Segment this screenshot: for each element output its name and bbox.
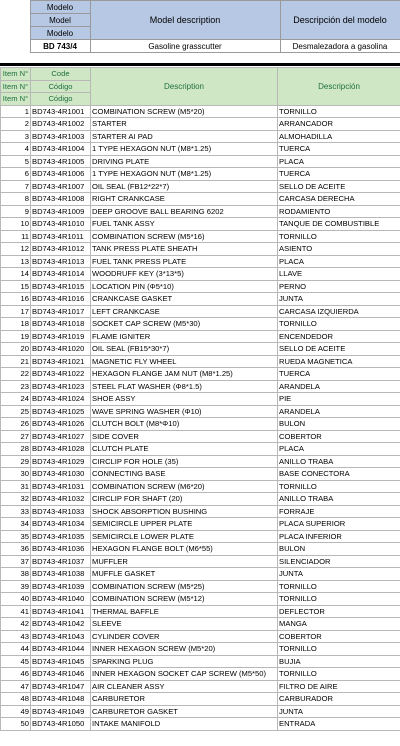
part-code: BD743-4R1025 — [31, 405, 91, 418]
part-code: BD743-4R1044 — [31, 643, 91, 656]
label-modelo-2: Modelo — [30, 27, 90, 40]
description-es: TUERCA — [278, 143, 400, 156]
item-number: 32 — [1, 493, 31, 506]
blank-cell — [0, 40, 30, 53]
part-code: BD743-4R1026 — [31, 418, 91, 431]
description-es: COBERTOR — [278, 630, 400, 643]
table-row — [1, 543, 400, 556]
item-number: 22 — [1, 368, 31, 381]
description-es: CARCASA IZQUIERDA — [278, 305, 400, 318]
table-row — [1, 268, 400, 281]
item-number: 31 — [1, 480, 31, 493]
description-es: ANILLO TRABA — [278, 493, 400, 506]
description-en: SLEEVE — [91, 618, 278, 631]
description-es: CARBURADOR — [278, 693, 400, 706]
part-code: BD743-4R1047 — [31, 680, 91, 693]
description-en: FUEL TANK ASSY — [91, 218, 278, 231]
item-number: 20 — [1, 343, 31, 356]
part-code: BD743-4R1023 — [31, 380, 91, 393]
blank-cell — [0, 27, 30, 40]
section-divider — [0, 63, 400, 66]
table-row — [1, 230, 400, 243]
parts-table — [0, 67, 400, 731]
item-number: 33 — [1, 505, 31, 518]
item-number-header-es-2: Item N° — [1, 93, 31, 106]
part-code: BD743-4R1035 — [31, 530, 91, 543]
item-number: 45 — [1, 655, 31, 668]
part-code: BD743-4R1045 — [31, 655, 91, 668]
part-code: BD743-4R1021 — [31, 355, 91, 368]
description-en: STEEL FLAT WASHER (Φ8*1.5) — [91, 380, 278, 393]
item-number-header-en: Item N° — [1, 68, 31, 81]
part-code: BD743-4R1041 — [31, 605, 91, 618]
table-row — [1, 493, 400, 506]
description-es: ASIENTO — [278, 243, 400, 256]
item-number: 38 — [1, 568, 31, 581]
description-es: TORNILLO — [278, 480, 400, 493]
table-row — [1, 718, 400, 731]
table-row — [1, 555, 400, 568]
table-row — [1, 330, 400, 343]
item-number: 15 — [1, 280, 31, 293]
description-es: SELLO DE ACEITE — [278, 343, 400, 356]
description-es: TORNILLO — [278, 643, 400, 656]
model-description-es-title: Descripción del modelo — [280, 1, 400, 40]
item-number: 16 — [1, 293, 31, 306]
description-es: SELLO DE ACEITE — [278, 180, 400, 193]
table-row — [1, 155, 400, 168]
item-number: 26 — [1, 418, 31, 431]
description-en: OIL SEAL (FB15*30*7) — [91, 343, 278, 356]
table-row — [1, 405, 400, 418]
table-row — [1, 180, 400, 193]
description-en: CARBURETOR GASKET — [91, 705, 278, 718]
item-number: 43 — [1, 630, 31, 643]
table-row — [1, 118, 400, 131]
description-es: PLACA — [278, 255, 400, 268]
table-row — [1, 618, 400, 631]
part-code: BD743-4R1040 — [31, 593, 91, 606]
item-number: 17 — [1, 305, 31, 318]
item-number: 19 — [1, 330, 31, 343]
blank-cell — [0, 14, 30, 27]
part-code: BD743-4R1036 — [31, 543, 91, 556]
item-number: 24 — [1, 393, 31, 406]
description-en: AIR CLEANER ASSY — [91, 680, 278, 693]
table-row — [1, 530, 400, 543]
description-es: PLACA — [278, 443, 400, 456]
description-en: SHOCK ABSORPTION BUSHING — [91, 505, 278, 518]
description-en: SHOE ASSY — [91, 393, 278, 406]
description-es: BASE CONECTORA — [278, 468, 400, 481]
part-code: BD743-4R1006 — [31, 168, 91, 181]
label-model: Model — [30, 14, 90, 27]
description-es: PLACA INFERIOR — [278, 530, 400, 543]
item-number: 44 — [1, 643, 31, 656]
description-es: COBERTOR — [278, 430, 400, 443]
description-es: TORNILLO — [278, 318, 400, 331]
table-row — [1, 518, 400, 531]
part-code: BD743-4R1048 — [31, 693, 91, 706]
item-number: 1 — [1, 105, 31, 118]
description-en: MUFFLE GASKET — [91, 568, 278, 581]
item-number: 39 — [1, 580, 31, 593]
label-modelo: Modelo — [30, 1, 90, 14]
description-en: FUEL TANK PRESS PLATE — [91, 255, 278, 268]
item-number: 29 — [1, 455, 31, 468]
item-number: 3 — [1, 130, 31, 143]
part-code: BD743-4R1038 — [31, 568, 91, 581]
description-es: DEFLECTOR — [278, 605, 400, 618]
description-es: SILENCIADOR — [278, 555, 400, 568]
description-en: STARTER — [91, 118, 278, 131]
blank-cell — [0, 1, 30, 14]
part-code: BD743-4R1001 — [31, 105, 91, 118]
description-es: PLACA SUPERIOR — [278, 518, 400, 531]
item-number: 25 — [1, 405, 31, 418]
description-es: JUNTA — [278, 705, 400, 718]
description-es: TORNILLO — [278, 668, 400, 681]
item-number: 28 — [1, 443, 31, 456]
description-en: HEXAGON FLANGE BOLT (M6*55) — [91, 543, 278, 556]
table-row — [1, 505, 400, 518]
description-es: FORRAJE — [278, 505, 400, 518]
description-en: CIRCLIP FOR HOLE (35) — [91, 455, 278, 468]
item-number: 10 — [1, 218, 31, 231]
model-desc-en: Gasoline grasscutter — [90, 40, 280, 53]
description-es: PIE — [278, 393, 400, 406]
part-code: BD743-4R1049 — [31, 705, 91, 718]
description-en: SPARKING PLUG — [91, 655, 278, 668]
table-row — [1, 668, 400, 681]
description-es: TUERCA — [278, 368, 400, 381]
part-code: BD743-4R1050 — [31, 718, 91, 731]
item-number: 9 — [1, 205, 31, 218]
item-number: 49 — [1, 705, 31, 718]
part-code: BD743-4R1039 — [31, 580, 91, 593]
description-en: WAVE SPRING WASHER (Φ10) — [91, 405, 278, 418]
table-row — [1, 655, 400, 668]
description-en: SOCKET CAP SCREW (M5*30) — [91, 318, 278, 331]
item-number: 21 — [1, 355, 31, 368]
item-number: 6 — [1, 168, 31, 181]
item-number: 11 — [1, 230, 31, 243]
table-row — [1, 418, 400, 431]
table-row — [1, 580, 400, 593]
description-en: SIDE COVER — [91, 430, 278, 443]
table-row — [1, 193, 400, 206]
part-code: BD743-4R1020 — [31, 343, 91, 356]
description-en: COMBINATION SCREW (M5*25) — [91, 580, 278, 593]
code-header-en: Code — [31, 68, 91, 81]
description-es: LLAVE — [278, 268, 400, 281]
part-code: BD743-4R1008 — [31, 193, 91, 206]
description-es: TORNILLO — [278, 593, 400, 606]
table-row — [1, 255, 400, 268]
item-number-header-es: Item N° — [1, 80, 31, 93]
part-code: BD743-4R1014 — [31, 268, 91, 281]
part-code: BD743-4R1033 — [31, 505, 91, 518]
part-code: BD743-4R1034 — [31, 518, 91, 531]
description-en: COMBINATION SCREW (M5*20) — [91, 105, 278, 118]
table-row — [1, 305, 400, 318]
description-es: RUEDA MAGNETICA — [278, 355, 400, 368]
table-row — [1, 105, 400, 118]
part-code: BD743-4R1030 — [31, 468, 91, 481]
description-en: TANK PRESS PLATE SHEATH — [91, 243, 278, 256]
table-row — [1, 355, 400, 368]
item-number: 7 — [1, 180, 31, 193]
description-es: BULON — [278, 543, 400, 556]
item-number: 5 — [1, 155, 31, 168]
description-es: ENTRADA — [278, 718, 400, 731]
table-row — [1, 293, 400, 306]
description-en: OIL SEAL (FB12*22*7) — [91, 180, 278, 193]
description-es: TUERCA — [278, 168, 400, 181]
description-es: ENCENDEDOR — [278, 330, 400, 343]
item-number: 36 — [1, 543, 31, 556]
table-row — [1, 443, 400, 456]
part-code: BD743-4R1013 — [31, 255, 91, 268]
table-row — [1, 643, 400, 656]
table-row — [1, 393, 400, 406]
description-en: WOODRUFF KEY (3*13*5) — [91, 268, 278, 281]
description-en: SEMICIRCLE UPPER PLATE — [91, 518, 278, 531]
description-es: PERNO — [278, 280, 400, 293]
model-description-en-title: Model description — [90, 1, 280, 40]
part-code: BD743-4R1037 — [31, 555, 91, 568]
description-en: INTAKE MANIFOLD — [91, 718, 278, 731]
part-code: BD743-4R1016 — [31, 293, 91, 306]
part-code: BD743-4R1002 — [31, 118, 91, 131]
table-row — [1, 368, 400, 381]
part-code: BD743-4R1017 — [31, 305, 91, 318]
description-en: THERMAL BAFFLE — [91, 605, 278, 618]
table-row — [1, 430, 400, 443]
description-es-header: Descripción — [278, 68, 400, 106]
description-es: CARCASA DERECHA — [278, 193, 400, 206]
table-row — [1, 605, 400, 618]
code-header-es: Código — [31, 80, 91, 93]
table-row — [1, 168, 400, 181]
description-es: ANILLO TRABA — [278, 455, 400, 468]
description-es: TORNILLO — [278, 580, 400, 593]
description-en: SEMICIRCLE LOWER PLATE — [91, 530, 278, 543]
description-en: INNER HEXAGON SOCKET CAP SCREW (M5*50) — [91, 668, 278, 681]
description-en: CYLINDER COVER — [91, 630, 278, 643]
item-number: 4 — [1, 143, 31, 156]
item-number: 47 — [1, 680, 31, 693]
description-en: MUFFLER — [91, 555, 278, 568]
description-en: 1 TYPE HEXAGON NUT (M8*1.25) — [91, 168, 278, 181]
description-en: CLUTCH PLATE — [91, 443, 278, 456]
description-en: CRANKCASE GASKET — [91, 293, 278, 306]
description-en: COMBINATION SCREW (M5*12) — [91, 593, 278, 606]
description-en: COMBINATION SCREW (M6*20) — [91, 480, 278, 493]
item-number: 48 — [1, 693, 31, 706]
table-row — [1, 130, 400, 143]
description-es: TORNILLO — [278, 230, 400, 243]
part-code: BD743-4R1007 — [31, 180, 91, 193]
item-number: 2 — [1, 118, 31, 131]
description-en: HEXAGON FLANGE JAM NUT (M8*1.25) — [91, 368, 278, 381]
item-number: 35 — [1, 530, 31, 543]
description-es: PLACA — [278, 155, 400, 168]
description-es: BUJIA — [278, 655, 400, 668]
part-code: BD743-4R1024 — [31, 393, 91, 406]
table-row — [1, 480, 400, 493]
table-row — [1, 693, 400, 706]
item-number: 27 — [1, 430, 31, 443]
description-en: DRIVING PLATE — [91, 155, 278, 168]
part-code: BD743-4R1010 — [31, 218, 91, 231]
item-number: 34 — [1, 518, 31, 531]
part-code: BD743-4R1011 — [31, 230, 91, 243]
description-es: FILTRO DE AIRE — [278, 680, 400, 693]
item-number: 30 — [1, 468, 31, 481]
part-code: BD743-4R1003 — [31, 130, 91, 143]
item-number: 46 — [1, 668, 31, 681]
description-en: LEFT CRANKCASE — [91, 305, 278, 318]
part-code: BD743-4R1031 — [31, 480, 91, 493]
description-en: CLUTCH BOLT (M8*Φ10) — [91, 418, 278, 431]
item-number: 14 — [1, 268, 31, 281]
part-code: BD743-4R1015 — [31, 280, 91, 293]
model-code: BD 743/4 — [30, 40, 90, 53]
table-row — [1, 318, 400, 331]
description-en: LOCATION PIN (Φ5*10) — [91, 280, 278, 293]
part-code: BD743-4R1043 — [31, 630, 91, 643]
item-number: 37 — [1, 555, 31, 568]
description-es: ARANDELA — [278, 380, 400, 393]
part-code: BD743-4R1004 — [31, 143, 91, 156]
description-es: ARRANCADOR — [278, 118, 400, 131]
table-row — [1, 205, 400, 218]
description-es: TORNILLO — [278, 105, 400, 118]
model-desc-es: Desmalezadora a gasolina — [280, 40, 400, 53]
description-en: CARBURETOR — [91, 693, 278, 706]
item-number: 42 — [1, 618, 31, 631]
item-number: 40 — [1, 593, 31, 606]
table-row — [1, 143, 400, 156]
part-code: BD743-4R1018 — [31, 318, 91, 331]
description-en-header: Description — [91, 68, 278, 106]
description-en: DEEP GROOVE BALL BEARING 6202 — [91, 205, 278, 218]
table-row — [1, 705, 400, 718]
item-number: 8 — [1, 193, 31, 206]
part-code: BD743-4R1019 — [31, 330, 91, 343]
description-en: COMBINATION SCREW (M5*16) — [91, 230, 278, 243]
part-code: BD743-4R1022 — [31, 368, 91, 381]
part-code: BD743-4R1046 — [31, 668, 91, 681]
item-number: 18 — [1, 318, 31, 331]
description-es: JUNTA — [278, 568, 400, 581]
part-code: BD743-4R1042 — [31, 618, 91, 631]
item-number: 13 — [1, 255, 31, 268]
part-code: BD743-4R1029 — [31, 455, 91, 468]
item-number: 23 — [1, 380, 31, 393]
table-row — [1, 468, 400, 481]
table-row — [1, 568, 400, 581]
description-es: TANQUE DE COMBUSTIBLE — [278, 218, 400, 231]
description-en: MAGNETIC FLY WHEEL — [91, 355, 278, 368]
description-en: RIGHT CRANKCASE — [91, 193, 278, 206]
table-row — [1, 218, 400, 231]
part-code: BD743-4R1012 — [31, 243, 91, 256]
table-row — [1, 380, 400, 393]
part-code: BD743-4R1009 — [31, 205, 91, 218]
item-number: 12 — [1, 243, 31, 256]
description-es: RODAMIENTO — [278, 205, 400, 218]
description-en: 1 TYPE HEXAGON NUT (M8*1.25) — [91, 143, 278, 156]
part-code: BD743-4R1028 — [31, 443, 91, 456]
description-es: BULON — [278, 418, 400, 431]
table-row — [1, 593, 400, 606]
part-code: BD743-4R1027 — [31, 430, 91, 443]
table-row — [1, 630, 400, 643]
code-header-es-2: Código — [31, 93, 91, 106]
table-row — [1, 343, 400, 356]
table-row — [1, 243, 400, 256]
description-en: FLAME IGNITER — [91, 330, 278, 343]
item-number: 50 — [1, 718, 31, 731]
description-en: CONNECTING BASE — [91, 468, 278, 481]
table-row — [1, 455, 400, 468]
description-es: ALMOHADILLA — [278, 130, 400, 143]
description-en: STARTER AI PAD — [91, 130, 278, 143]
description-en: INNER HEXAGON SCREW (M5*20) — [91, 643, 278, 656]
part-code: BD743-4R1005 — [31, 155, 91, 168]
item-number: 41 — [1, 605, 31, 618]
description-es: ARANDELA — [278, 405, 400, 418]
part-code: BD743-4R1032 — [31, 493, 91, 506]
model-header — [0, 0, 400, 58]
description-en: CIRCLIP FOR SHAFT (20) — [91, 493, 278, 506]
table-row — [1, 280, 400, 293]
description-es: MANGA — [278, 618, 400, 631]
description-es: JUNTA — [278, 293, 400, 306]
table-row — [1, 680, 400, 693]
